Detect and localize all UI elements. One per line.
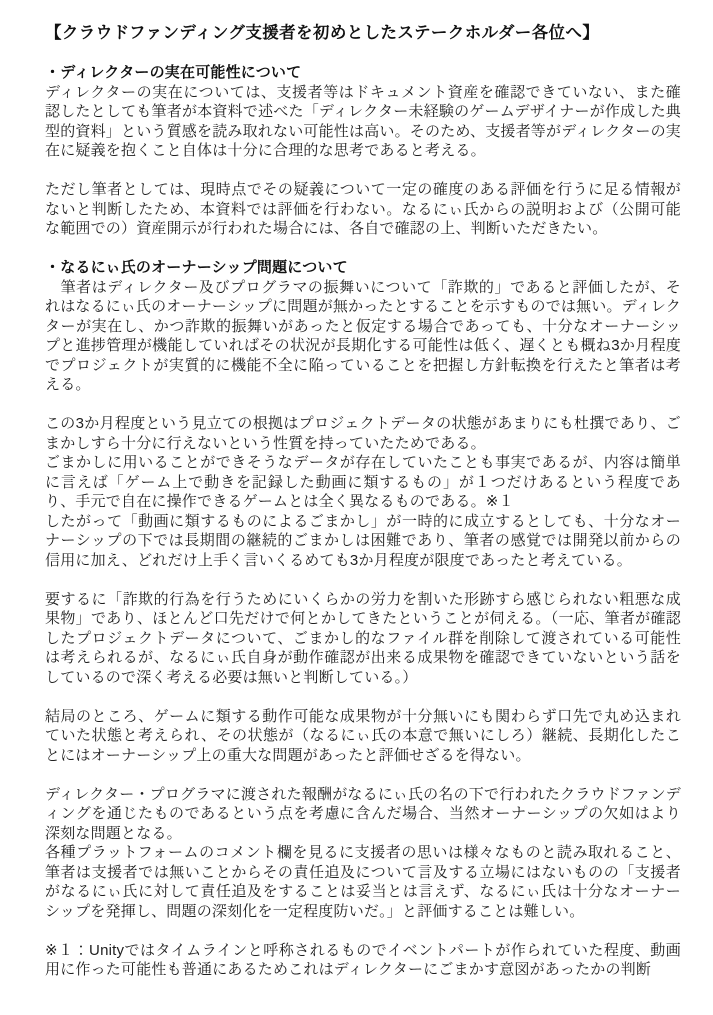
section-heading-ownership-problem: ・なるにぃ氏のオーナーシップ問題について	[45, 259, 348, 276]
section-heading-director-existence: ・ディレクターの実在可能性について	[45, 64, 302, 81]
paragraph: したがって「動画に類するものによるごまかし」が一時的に成立するとしても、十分なオーナーシップの下では長期間の継続的ごまかしは困難であり、筆者の感覚では開発以前からの信用に加え、どれだけ上手く言いくるめても3か月程度が限度であったと考えている。	[45, 512, 681, 569]
section-director-existence	[45, 63, 681, 239]
paragraph: ただし筆者としては、現時点でその疑義について一定の確度のある評価を行うに足る情報がないと判断したため、本資料では評価を行わない。なるにぃ氏からの説明および（公開可能な範囲での）資産開示が行われた場合には、各自で確認の上、判断いただきたい。	[45, 181, 681, 237]
paragraph: ディレクターの実在については、支援者等はドキュメント資産を確認できていない、また確認したとしても筆者が本資料で述べた「ディレクター未経験のゲームデザイナーが作成した典型的資料」という質感を読み取れない可能性は高い。そのため、支援者等がディレクターの実在に疑義を抱くこと自体は十分に合理的な思考であると考える。	[45, 83, 682, 159]
paragraph: ディレクター・プログラマに渡された報酬がなるにぃ氏の名の下で行われたクラウドファンディングを通じたものであるという点を考慮に含んだ場合、当然オーナーシップの欠如はより深刻な問題となる。	[45, 785, 681, 842]
footnote: ※１：Unityではタイムラインと呼称されるものでイベントパートが作られていた程度、動画用に作った可能性も普通にあるためこれはディレクターにごまかす意図があったかの判断	[45, 941, 681, 978]
paragraph: 結局のところ、ゲームに類する動作可能な成果物が十分無いにも関わらず口先で丸め込まれていた状態と考えられ、その状態が（なるにぃ氏の本意で無いにしろ）継続、長期化したことにはオーナーシップ上の重大な問題があったと評価せざるを得ない。	[45, 707, 681, 764]
paragraph: 各種プラットフォームのコメント欄を見るに支援者の思いは様々なものと読み取れること、筆者は支援者では無いことからその責任追及について言及する立場にはないものの「支援者がなるにぃ氏に対して責任追及をすることは妥当とは言えず、なるにぃ氏は十分なオーナーシップを発揮し、問題の深刻化を一定程度防いだ。」と評価することは難しい。	[45, 844, 681, 920]
paragraph: この3か月程度という見立ての根拠はプロジェクトデータの状態があまりにも杜撰であり、ごまかしすら十分に行えないという性質を持っていたためである。	[45, 415, 681, 452]
paragraph: 要するに「詐欺的行為を行うためにいくらかの労力を割いた形跡すら感じられない粗悪な成果物」であり、ほとんど口先だけで何とかしてきたということが伺える。（一応、筆者が確認したプロジェクトデータについて、ごまかし的なファイル群を削除して渡されている可能性は考えられるが、なるにぃ氏自身が動作確認が出来る成果物を確認できていないという話をしているので深く考える必要は無いと判断している。）	[45, 590, 681, 686]
paragraph: 筆者はディレクター及びプログラマの振舞いについて「詐欺的」であると評価したが、それはなるにぃ氏のオーナーシップに問題が無かったとすることを示すものでは無い。ディレクターが実在し、かつ詐欺的振舞いがあったと仮定する場合であっても、十分なオーナーシップと進捗管理が機能していればその状況が長期化する可能性は低く、遅くとも概ね3か月程度でプロジェクトが実質的に機能不全に陥っていることを把握し方針転換を行えたと筆者は考える。	[45, 278, 682, 393]
document-title: 【クラウドファンディング支援者を初めとしたステークホルダー各位へ】	[45, 24, 600, 42]
paragraph: ごまかしに用いることができそうなデータが存在していたことも事実であるが、内容は簡単に言えば「ゲーム上で動きを記録した動画に類するもの」が１つだけあるという程度であり、手元で自在に操作できるゲームとは全く異なるものである。※１	[45, 454, 681, 510]
section-ownership-problem	[45, 258, 681, 921]
